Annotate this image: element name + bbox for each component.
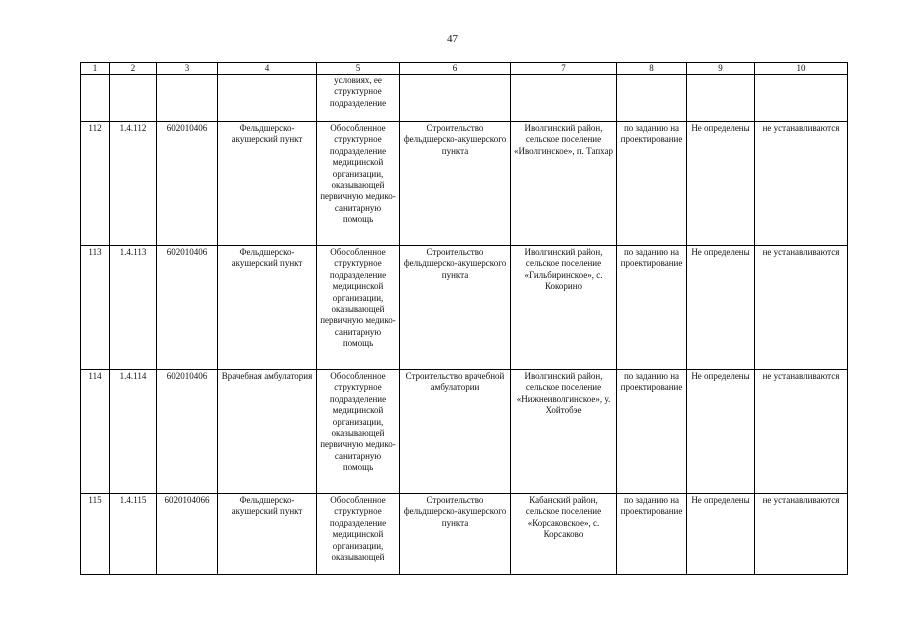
column-number: 10 (755, 63, 848, 75)
cell-purpose: Строительство врачебной амбулатории (400, 370, 511, 494)
cell-location: Иволгинский район, сельское поселение «Гильбиринское», с. Кокорино (511, 246, 617, 370)
cell-location: Иволгинский район, сельское поселение «Иволгинское», п. Тапхар (511, 122, 617, 246)
cell-zones: Не определены (687, 370, 755, 494)
cell-characteristics: по заданию на проектирование (617, 370, 687, 494)
column-number: 9 (687, 63, 755, 75)
cell-object-description: Обособленное структурное подразделение медицинской организации, оказывающей первичную медико-санитарную помощь (317, 246, 400, 370)
cell-zones: Не определены (687, 494, 755, 575)
cell-number: 115 (81, 494, 110, 575)
cell-object-name: Фельдшерско-акушерский пункт (218, 246, 317, 370)
column-number: 8 (617, 63, 687, 75)
column-number: 3 (157, 63, 218, 75)
continuation-row (81, 75, 848, 122)
cell-classifier: 602010406 (157, 122, 218, 246)
column-number: 5 (317, 63, 400, 75)
cell-code: 1.4.112 (110, 122, 157, 246)
cell-location: Кабанский район, сельское поселение «Корсаковское», с. Корсаково (511, 494, 617, 575)
cell-object-description: Обособленное структурное подразделение медицинской организации, оказывающей первичную медико-санитарную помощь (317, 370, 400, 494)
cell-classifier: 602010406 (157, 370, 218, 494)
table-row (81, 494, 848, 575)
cell-purpose: Строительство фельдшерско-акушерского пункта (400, 246, 511, 370)
cell-zones: Не определены (687, 246, 755, 370)
table-row (81, 246, 848, 370)
cell-object-description: условиях, ее структурное подразделение (317, 75, 400, 122)
cell-number: 114 (81, 370, 110, 494)
cell-object-description: Обособленное структурное подразделение медицинской организации, оказывающей (317, 494, 400, 575)
cell-number: 113 (81, 246, 110, 370)
cell-purpose: Строительство фельдшерско-акушерского пункта (400, 122, 511, 246)
cell-characteristics: по заданию на проектирование (617, 246, 687, 370)
column-number: 2 (110, 63, 157, 75)
cell-object-name: Фельдшерско-акушерский пункт (218, 494, 317, 575)
cell-characteristics: по заданию на проектирование (617, 494, 687, 575)
cell-code: 1.4.114 (110, 370, 157, 494)
column-number-row (81, 63, 848, 75)
cell-classifier: 6020104066 (157, 494, 218, 575)
cell-location: Иволгинский район, сельское поселение «Нижнеиволгинское», у. Хойтобэе (511, 370, 617, 494)
cell-code: 1.4.115 (110, 494, 157, 575)
column-number: 7 (511, 63, 617, 75)
page-number: 47 (447, 33, 458, 45)
cell-restrictions: не устанавливаются (755, 246, 848, 370)
cell-number: 112 (81, 122, 110, 246)
column-number: 6 (400, 63, 511, 75)
cell-zones: Не определены (687, 122, 755, 246)
column-number: 4 (218, 63, 317, 75)
cell-purpose: Строительство фельдшерско-акушерского пункта (400, 494, 511, 575)
cell-code: 1.4.113 (110, 246, 157, 370)
table-row (81, 370, 848, 494)
column-number: 1 (81, 63, 110, 75)
cell-restrictions: не устанавливаются (755, 370, 848, 494)
cell-restrictions: не устанавливаются (755, 494, 848, 575)
table-row (81, 122, 848, 246)
cell-characteristics: по заданию на проектирование (617, 122, 687, 246)
cell-object-name: Фельдшерско-акушерский пункт (218, 122, 317, 246)
cell-classifier: 602010406 (157, 246, 218, 370)
cell-object-name: Врачебная амбулатория (218, 370, 317, 494)
cell-object-description: Обособленное структурное подразделение медицинской организации, оказывающей первичную медико-санитарную помощь (317, 122, 400, 246)
document-table (80, 62, 848, 575)
cell-restrictions: не устанавливаются (755, 122, 848, 246)
